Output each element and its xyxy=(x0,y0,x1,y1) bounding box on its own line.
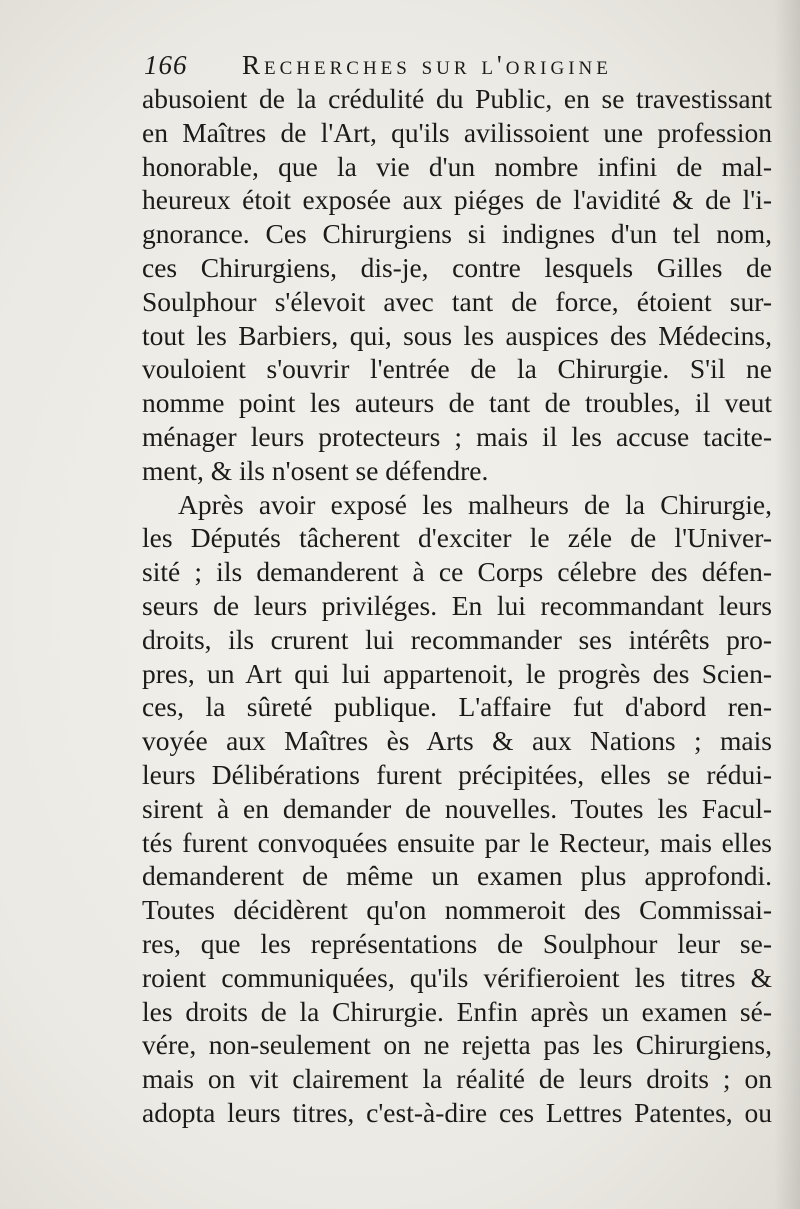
text-line: les droits de la Chirurgie. Enfin après un examen sé- xyxy=(142,995,772,1027)
text-line: Soulphour s'élevoit avec tant de force, étoient sur- xyxy=(142,285,772,317)
text-line: tés furent convoquées ensuite par le Recteur, mais elles xyxy=(142,826,772,858)
text-line: nomme point les auteurs de tant de troubles, il veut xyxy=(142,387,772,419)
text-line: heureux étoit exposée aux piéges de l'avidité & de l'i- xyxy=(142,184,772,216)
text-line: res, que les représentations de Soulphour leur se- xyxy=(142,927,772,959)
text-line: sirent à en demander de nouvelles. Toutes les Facul- xyxy=(142,792,772,824)
text-line: Après avoir exposé les malheurs de la Chirurgie, xyxy=(178,488,772,520)
text-line: en Maîtres de l'Art, qu'ils avilissoient une profession xyxy=(142,116,772,148)
text-line: honorable, que la vie d'un nombre infini de mal- xyxy=(142,150,772,182)
text-line: ménager leurs protecteurs ; mais il les accuse tacite- xyxy=(142,420,772,452)
text-line: seurs de leurs priviléges. En lui recommandant leurs xyxy=(142,589,772,621)
body-text xyxy=(142,82,772,1130)
page-edge-shadow xyxy=(774,0,800,1209)
text-line: droits, ils crurent lui recommander ses intérêts pro- xyxy=(142,623,772,655)
page-header xyxy=(140,50,700,84)
text-line: roient communiquées, qu'ils vérifieroient les titres & xyxy=(142,961,772,993)
text-line: leurs Délibérations furent précipitées, elles se rédui- xyxy=(142,758,772,790)
text-line: adopta leurs titres, c'est-à-dire ces Lettres Patentes, ou xyxy=(142,1096,772,1128)
text-line: sité ; ils demanderent à ce Corps célebre des défen- xyxy=(142,556,772,588)
text-line: demanderent de même un examen plus approfondi. xyxy=(142,860,772,892)
text-line: ment, & ils n'osent se défendre. xyxy=(142,454,489,486)
text-line: Toutes décidèrent qu'on nommeroit des Commissai- xyxy=(142,894,772,926)
text-line: voyée aux Maîtres ès Arts & aux Nations ; mais xyxy=(142,725,772,757)
text-line: ces Chirurgiens, dis-je, contre lesquels Gilles de xyxy=(142,251,772,283)
text-line: les Députés tâcherent d'exciter le zéle de l'Univer- xyxy=(142,522,772,554)
text-line: abusoient de la crédulité du Public, en se travestissant xyxy=(142,83,772,114)
text-line: vére, non-seulement on ne rejetta pas les Chirurgiens, xyxy=(142,1029,772,1061)
text-line: gnorance. Ces Chirurgiens si indignes d'un tel nom, xyxy=(142,218,772,250)
text-line: pres, un Art qui lui appartenoit, le progrès des Scien- xyxy=(142,657,772,689)
text-line: mais on vit clairement la réalité de leurs droits ; on xyxy=(142,1063,772,1095)
text-line: tout les Barbiers, qui, sous les auspices des Médecins, xyxy=(142,319,772,351)
running-title: Recherches sur l'origine xyxy=(242,50,612,80)
page-number: 166 xyxy=(144,50,188,80)
text-line: ces, la sûreté publique. L'affaire fut d'abord ren- xyxy=(142,691,772,723)
text-line: vouloient s'ouvrir l'entrée de la Chirurgie. S'il ne xyxy=(142,353,772,385)
